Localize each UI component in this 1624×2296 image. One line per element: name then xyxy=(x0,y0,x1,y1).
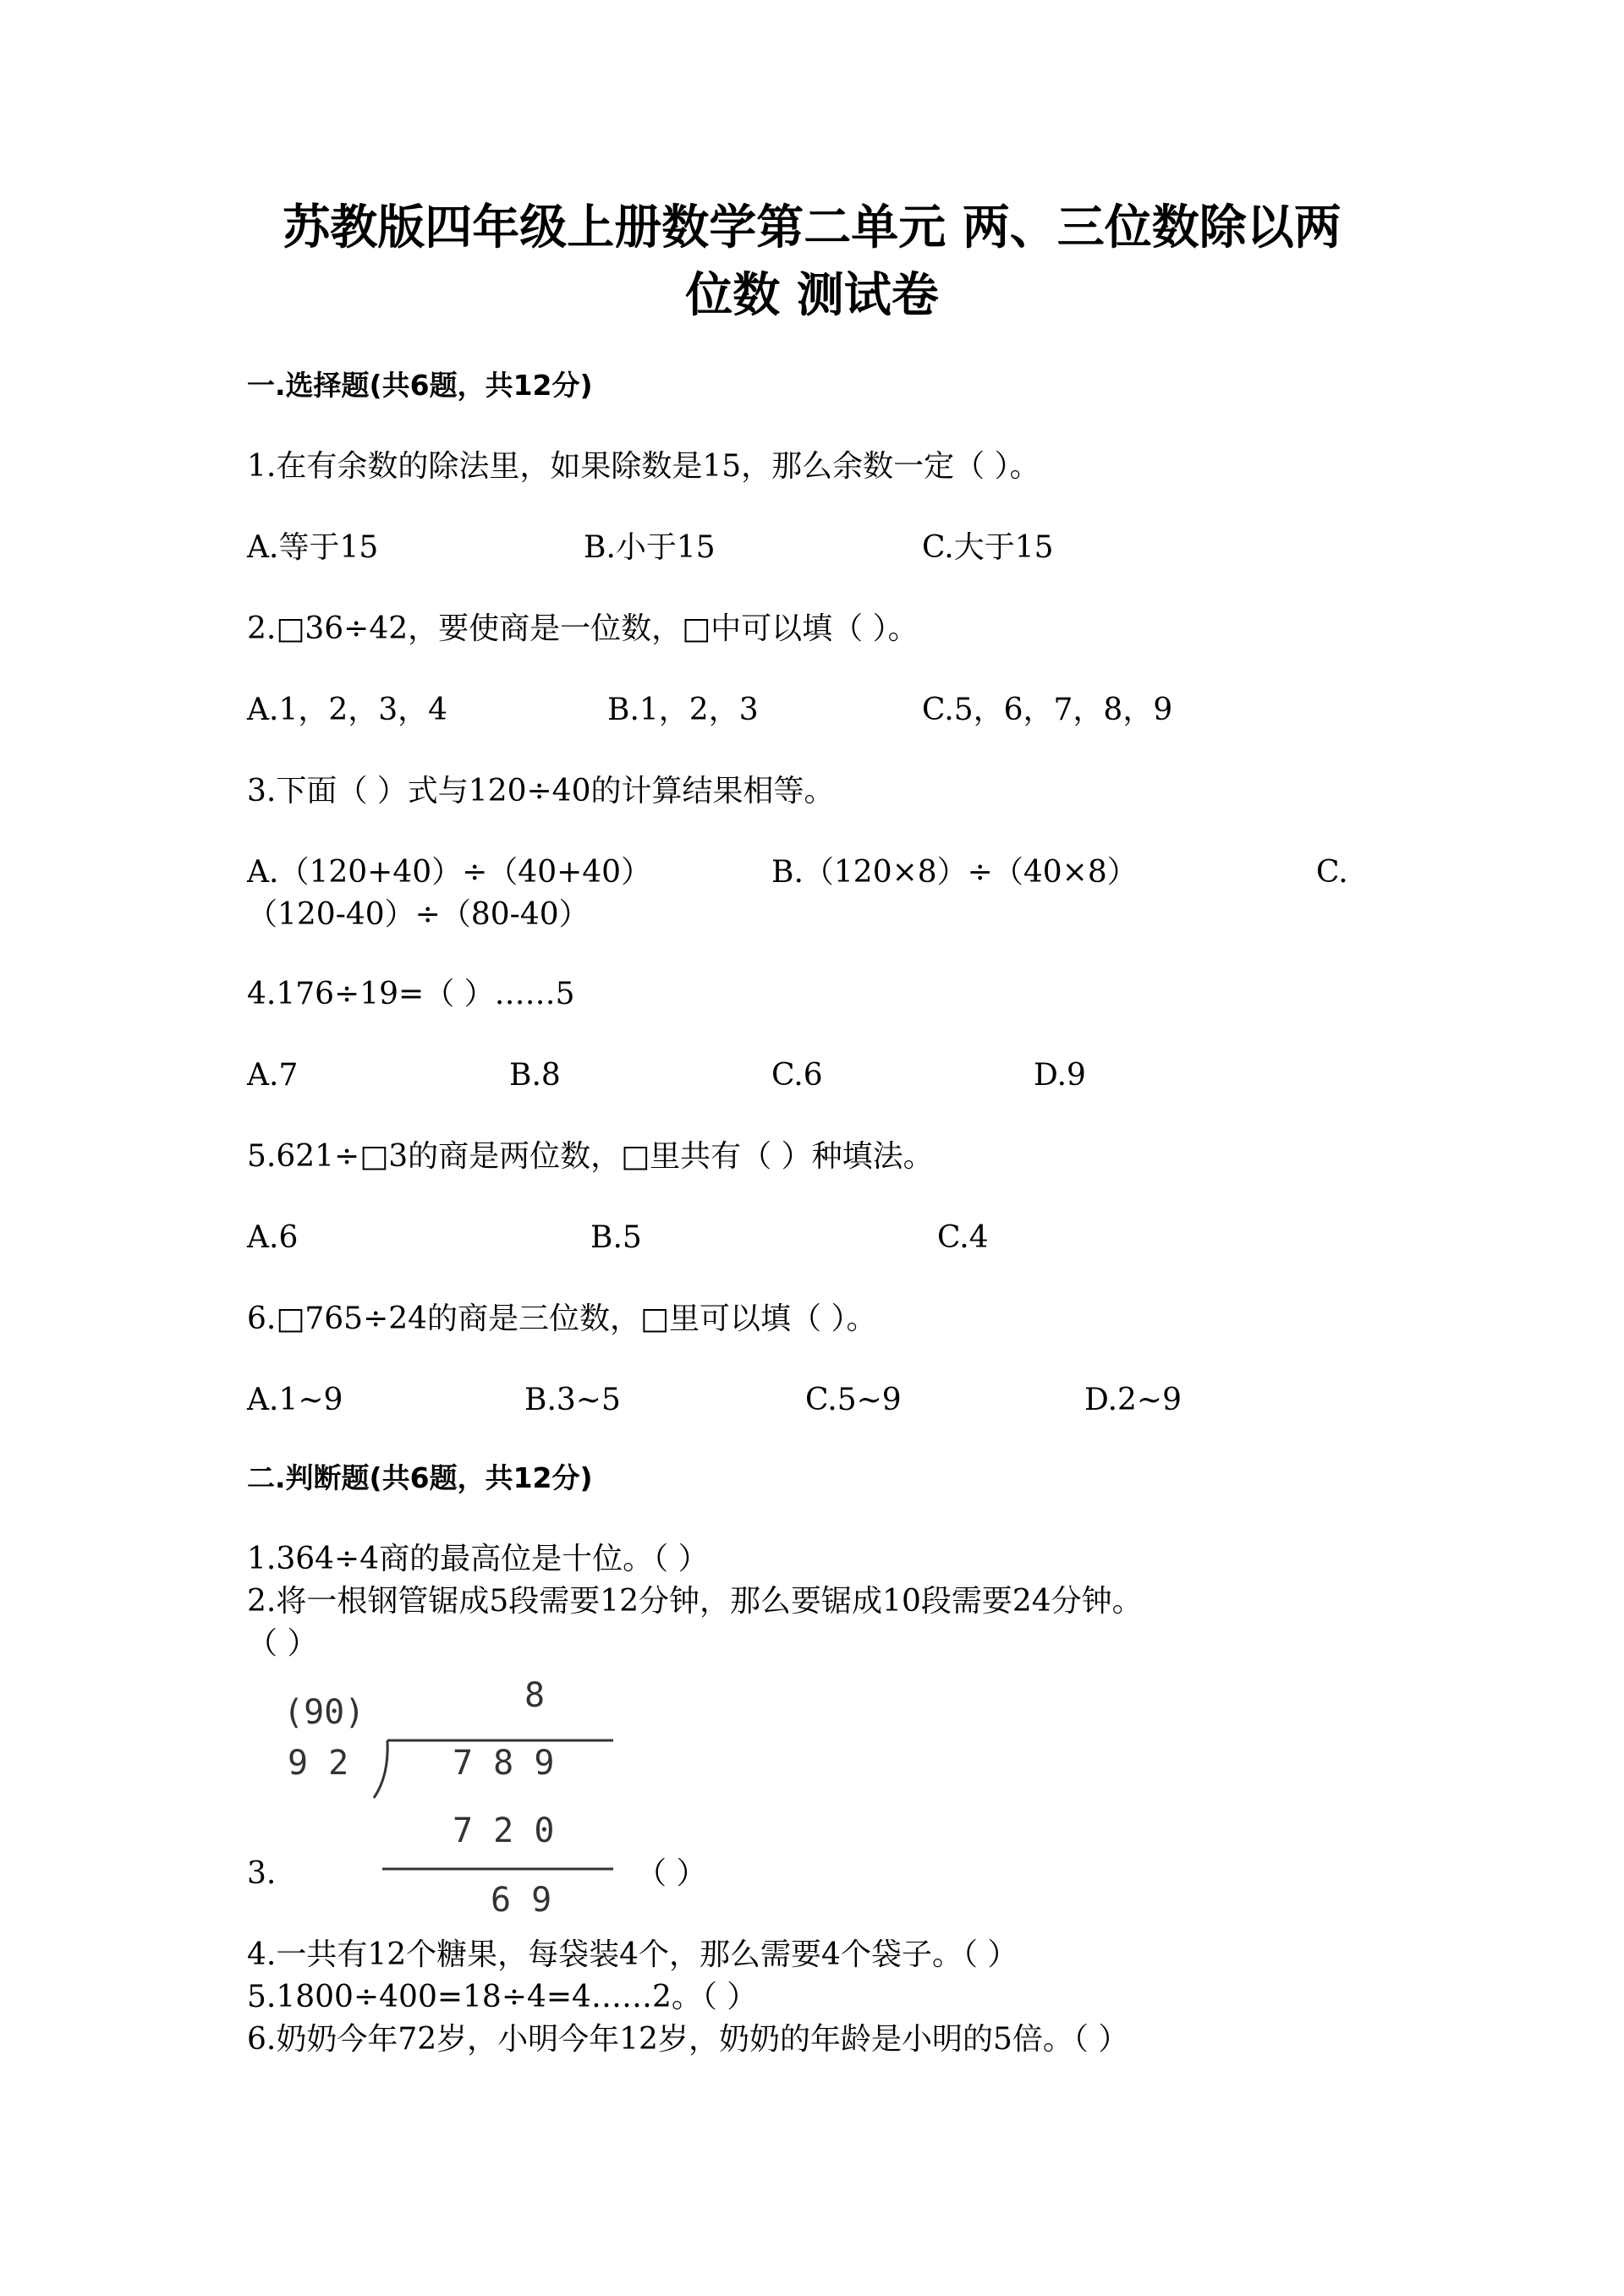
option-c-continued: （120-40）÷（80-40） xyxy=(247,897,590,932)
section-heading-choice: 一.选择题(共6题，共12分) xyxy=(247,369,593,402)
option-a: A.6 xyxy=(247,1220,299,1255)
option-a: A.7 xyxy=(247,1058,299,1093)
division-bracket-curve xyxy=(374,1740,387,1798)
option-a: A.1~9 xyxy=(247,1383,343,1417)
option-c: C.大于15 xyxy=(922,530,1054,565)
estimate-text: (90) xyxy=(283,1693,365,1732)
option-a: A.（120+40）÷（40+40） xyxy=(247,855,652,890)
option-c: C. xyxy=(1316,855,1348,890)
option-c: C.6 xyxy=(771,1058,823,1093)
option-b: B.8 xyxy=(509,1058,561,1093)
judgement-item: 6.奶奶今年72岁，小明今年12岁，奶奶的年龄是小明的5倍。（ ） xyxy=(247,2022,1129,2057)
option-b: B.1，2，3 xyxy=(607,693,759,727)
question-stem: 5.621÷□3的商是两位数，□里共有（ ）种填法。 xyxy=(247,1139,934,1174)
option-c: C.4 xyxy=(937,1220,989,1255)
divisor-text: 9 2 xyxy=(288,1744,349,1783)
judgement-item: 3. xyxy=(247,1856,277,1891)
option-c: C.5~9 xyxy=(805,1383,902,1417)
option-d: D.9 xyxy=(1034,1058,1086,1093)
section-heading-judgement: 二.判断题(共6题，共12分) xyxy=(247,1461,593,1494)
question-stem: 3.下面（ ）式与120÷40的计算结果相等。 xyxy=(247,774,835,808)
page-title-line2: 位数 测试卷 xyxy=(685,268,939,323)
judgement-item: 4.一共有12个糖果，每袋装4个，那么需要4个袋子。（ ） xyxy=(247,1937,1018,1972)
question-stem: 4.176÷19=（ ）……5 xyxy=(247,977,575,1011)
product-text: 7 2 0 xyxy=(453,1811,555,1850)
quotient-text: 8 xyxy=(524,1676,546,1715)
option-b: B.（120×8）÷（40×8） xyxy=(771,855,1138,890)
option-b: B.小于15 xyxy=(584,530,716,565)
judgement-item: 5.1800÷400=18÷4=4……2。（ ） xyxy=(247,1980,758,2014)
judgement-answer-blank: （ ） xyxy=(247,1626,318,1661)
long-division-figure xyxy=(279,1674,626,1928)
question-stem: 2.□36÷42，要使商是一位数，□中可以填（ ）。 xyxy=(247,611,919,646)
option-a: A.等于15 xyxy=(247,530,379,565)
question-stem: 6.□765÷24的商是三位数，□里可以填（ ）。 xyxy=(247,1301,877,1336)
judgement-item: 2.将一根钢管锯成5段需要12分钟，那么要锯成10段需要24分钟。 xyxy=(247,1584,1143,1619)
page-title-line1: 苏教版四年级上册数学第二单元 两、三位数除以两 xyxy=(283,200,1341,255)
question-stem: 1.在有余数的除法里，如果除数是15，那么余数一定（ ）。 xyxy=(247,449,1040,484)
dividend-text: 7 8 9 xyxy=(453,1744,555,1783)
option-d: D.2~9 xyxy=(1084,1383,1182,1417)
remainder-text: 6 9 xyxy=(491,1881,552,1920)
judgement-answer-blank: （ ） xyxy=(636,1856,707,1891)
judgement-item: 1.364÷4商的最高位是十位。（ ） xyxy=(247,1542,709,1576)
option-b: B.3~5 xyxy=(524,1383,621,1417)
option-a: A.1，2，3，4 xyxy=(247,693,448,727)
option-c: C.5，6，7，8，9 xyxy=(922,693,1173,727)
option-b: B.5 xyxy=(590,1220,642,1255)
